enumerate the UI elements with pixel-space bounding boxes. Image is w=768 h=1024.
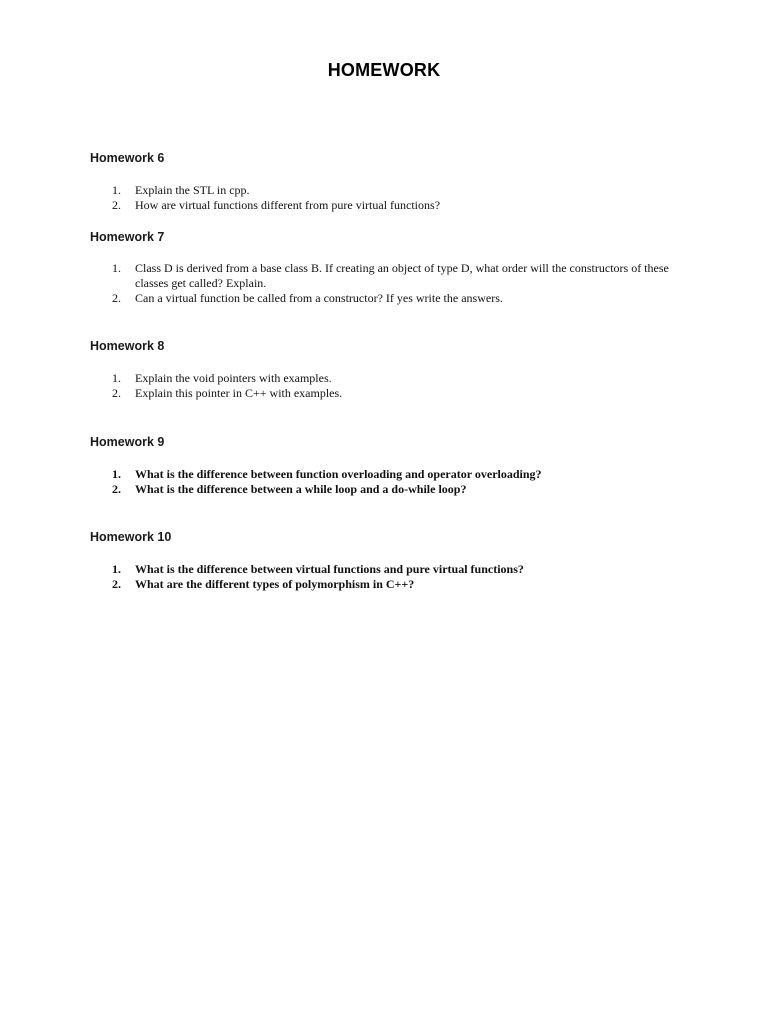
- list-number: 1.: [112, 467, 121, 481]
- list-number: 1.: [112, 371, 121, 385]
- list-item: [90, 386, 690, 401]
- section-heading: Homework 9: [90, 435, 165, 449]
- list-number: 2.: [112, 386, 121, 400]
- question-list: [90, 562, 690, 592]
- question-text: Explain the void pointers with examples.: [135, 371, 332, 385]
- question-text: Class D is derived from a base class B. If creating an object of type D, what order will the constructors of these classes get called? Explain.: [135, 261, 669, 290]
- question-list: [90, 371, 690, 401]
- list-number: 2.: [112, 291, 121, 305]
- list-item: [90, 482, 690, 497]
- list-item: [90, 371, 690, 386]
- list-number: 1.: [112, 562, 121, 576]
- list-number: 2.: [112, 198, 121, 212]
- document-title: HOMEWORK: [327, 60, 441, 80]
- question-text: What is the difference between a while loop and a do-while loop?: [135, 482, 467, 496]
- list-item: [90, 261, 690, 291]
- question-text: What is the difference between virtual functions and pure virtual functions?: [135, 562, 524, 576]
- question-text: How are virtual functions different from pure virtual functions?: [135, 198, 441, 212]
- list-number: 1.: [112, 261, 121, 275]
- section-heading: Homework 6: [90, 151, 165, 165]
- list-number: 2.: [112, 577, 121, 591]
- list-item: [90, 291, 690, 306]
- homework-section: [90, 434, 690, 497]
- homework-section: [90, 229, 690, 306]
- list-item: [90, 467, 690, 482]
- list-item: [90, 577, 690, 592]
- homework-section: [90, 150, 690, 213]
- list-item: [90, 198, 690, 213]
- list-number: 1.: [112, 183, 121, 197]
- question-list: [90, 467, 690, 497]
- list-number: 2.: [112, 482, 121, 496]
- section-heading: Homework 10: [90, 530, 172, 544]
- question-text: Can a virtual function be called from a constructor? If yes write the answers.: [135, 291, 503, 305]
- list-item: [90, 183, 690, 198]
- question-text: Explain this pointer in C++ with examples.: [135, 386, 343, 400]
- question-text: Explain the STL in cpp.: [135, 183, 250, 197]
- homework-section: [90, 338, 690, 401]
- list-item: [90, 562, 690, 577]
- section-heading: Homework 8: [90, 339, 165, 353]
- section-heading: Homework 7: [90, 230, 165, 244]
- question-list: [90, 183, 690, 213]
- homework-section: [90, 529, 690, 592]
- question-list: [90, 261, 690, 306]
- question-text: What are the different types of polymorphism in C++?: [135, 577, 415, 591]
- question-text: What is the difference between function overloading and operator overloading?: [135, 467, 542, 481]
